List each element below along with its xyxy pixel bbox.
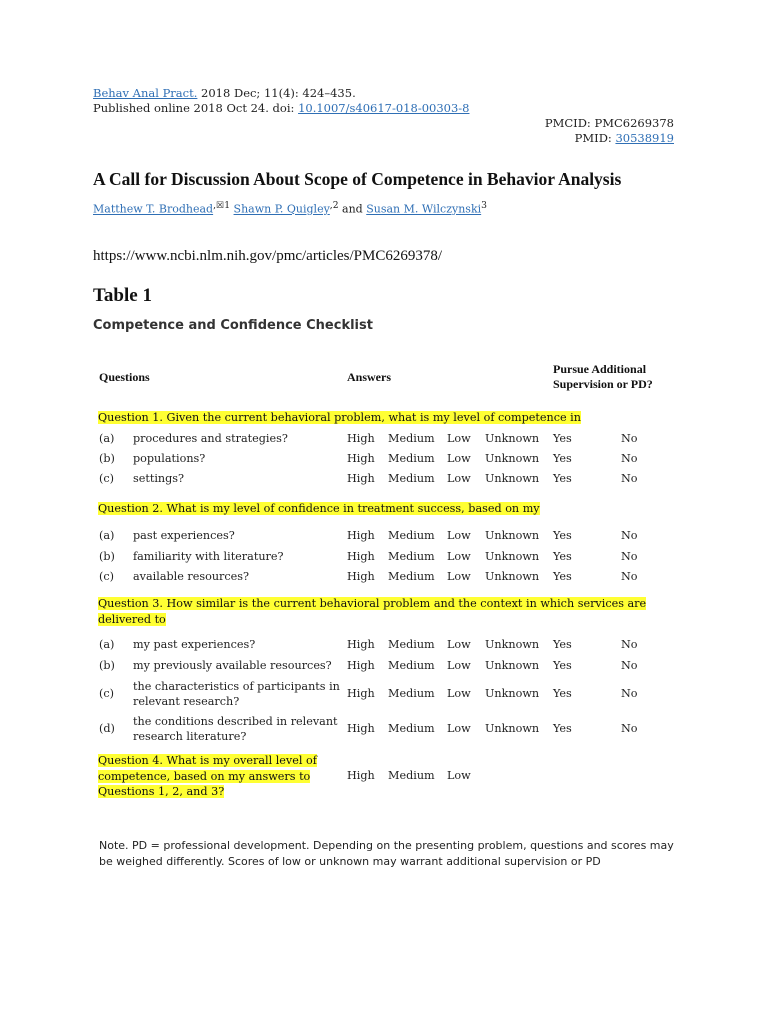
table-row xyxy=(0,550,768,566)
answer-no: No xyxy=(621,687,638,700)
table-row xyxy=(0,638,768,654)
answer-medium: Medium xyxy=(388,722,435,735)
row-question xyxy=(133,714,338,744)
answer-unknown: Unknown xyxy=(485,722,540,735)
article-ids xyxy=(545,116,674,146)
row-question-line1: the conditions described in relevant xyxy=(133,715,338,728)
table-row xyxy=(0,769,768,785)
row-question: my previously available resources? xyxy=(133,659,332,672)
answer-unknown: Unknown xyxy=(485,638,540,651)
answer-unknown: Unknown xyxy=(485,452,540,465)
answer-unknown: Unknown xyxy=(485,659,540,672)
author-wilczynski-link[interactable]: Susan M. Wilczynski xyxy=(366,202,482,216)
author-brodhead-link[interactable]: Matthew T. Brodhead xyxy=(93,202,214,216)
answer-low: Low xyxy=(447,769,471,782)
table-note-line1: Note. PD = professional development. Depending on the presenting problem, questions and scores may xyxy=(99,839,674,852)
author3-affil: 3 xyxy=(481,200,487,211)
answer-unknown: Unknown xyxy=(485,529,540,542)
answer-unknown: Unknown xyxy=(485,432,540,445)
answer-yes: Yes xyxy=(553,452,572,465)
answer-high: High xyxy=(347,472,375,485)
table-row xyxy=(0,452,768,468)
answer-no: No xyxy=(621,722,638,735)
answer-high: High xyxy=(347,550,375,563)
author2-affil: ,2 xyxy=(329,200,339,211)
row-letter: (b) xyxy=(99,452,115,465)
answer-yes: Yes xyxy=(553,687,572,700)
answer-no: No xyxy=(621,550,638,563)
answer-no: No xyxy=(621,659,638,672)
answer-low: Low xyxy=(447,722,471,735)
answer-unknown: Unknown xyxy=(485,687,540,700)
published-prefix: Published online 2018 Oct 24. doi: xyxy=(93,101,299,115)
answer-yes: Yes xyxy=(553,638,572,651)
row-question-line2: relevant research? xyxy=(133,695,240,708)
col-header-questions: Questions xyxy=(99,370,150,384)
row-question: past experiences? xyxy=(133,529,235,542)
answer-no: No xyxy=(621,638,638,651)
question-3 xyxy=(98,596,646,627)
answer-low: Low xyxy=(447,452,471,465)
answer-high: High xyxy=(347,570,375,583)
row-letter: (d) xyxy=(99,722,115,735)
citation-details: 2018 Dec; 11(4): 424–435. xyxy=(197,86,356,100)
pmcid: PMCID: PMC6269378 xyxy=(544,116,674,130)
row-letter: (a) xyxy=(99,638,115,651)
question-4-line2: competence, based on my answers to xyxy=(98,769,311,783)
answer-low: Low xyxy=(447,570,471,583)
table-note xyxy=(99,838,674,870)
table-row xyxy=(0,659,768,675)
question-2-text: Question 2. What is my level of confidence in treatment success, based on my xyxy=(98,502,540,515)
row-question: familiarity with literature? xyxy=(133,550,284,563)
row-question: my past experiences? xyxy=(133,638,256,651)
answer-no: No xyxy=(621,529,638,542)
author1-affil: ,☒1 xyxy=(213,200,231,211)
answer-low: Low xyxy=(447,432,471,445)
table-subtitle: Competence and Confidence Checklist xyxy=(93,318,373,333)
answer-medium: Medium xyxy=(388,550,435,563)
answer-medium: Medium xyxy=(388,570,435,583)
answer-yes: Yes xyxy=(553,472,572,485)
row-letter: (c) xyxy=(99,570,114,583)
row-question xyxy=(133,679,340,709)
doi-link[interactable]: 10.1007/s40617-018-00303-8 xyxy=(298,101,470,115)
author-list xyxy=(93,200,487,216)
article-title: A Call for Discussion About Scope of Competence in Behavior Analysis xyxy=(93,169,622,189)
answer-low: Low xyxy=(447,687,471,700)
answer-yes: Yes xyxy=(553,529,572,542)
answer-low: Low xyxy=(447,550,471,563)
col-header-pursue-line2: Supervision or PD? xyxy=(553,377,653,391)
table-row xyxy=(0,529,768,545)
row-letter: (c) xyxy=(99,472,114,485)
answer-yes: Yes xyxy=(553,570,572,583)
question-1-text: Question 1. Given the current behavioral problem, what is my level of competence in xyxy=(98,411,581,424)
row-question: procedures and strategies? xyxy=(133,432,288,445)
table-row xyxy=(0,679,768,711)
answer-medium: Medium xyxy=(388,769,435,782)
authors-and: and xyxy=(338,202,367,216)
answer-medium: Medium xyxy=(388,529,435,542)
table-row xyxy=(0,714,768,746)
citation xyxy=(93,86,469,116)
answer-low: Low xyxy=(447,472,471,485)
answer-unknown: Unknown xyxy=(485,472,540,485)
col-header-answers: Answers xyxy=(347,370,391,384)
row-letter: (c) xyxy=(99,687,114,700)
answer-low: Low xyxy=(447,659,471,672)
answer-medium: Medium xyxy=(388,472,435,485)
answer-medium: Medium xyxy=(388,638,435,651)
table-row xyxy=(0,570,768,586)
row-letter: (a) xyxy=(99,432,115,445)
answer-medium: Medium xyxy=(388,659,435,672)
answer-low: Low xyxy=(447,529,471,542)
answer-no: No xyxy=(621,472,638,485)
row-letter: (a) xyxy=(99,529,115,542)
answer-unknown: Unknown xyxy=(485,570,540,583)
answer-high: High xyxy=(347,659,375,672)
row-question-line2: research literature? xyxy=(133,730,247,743)
row-question-line1: the characteristics of participants in xyxy=(133,680,340,693)
question-4-line1: Question 4. What is my overall level of xyxy=(98,754,317,767)
pmid-label: PMID: xyxy=(574,131,616,145)
question-4-line3: Questions 1, 2, and 3? xyxy=(98,785,225,798)
question-3-line2: delivered to xyxy=(98,612,166,626)
author-quigley-link[interactable]: Shawn P. Quigley xyxy=(233,202,330,216)
answer-yes: Yes xyxy=(553,722,572,735)
answer-yes: Yes xyxy=(553,659,572,672)
answer-no: No xyxy=(621,432,638,445)
answer-medium: Medium xyxy=(388,687,435,700)
question-3-line1: Question 3. How similar is the current behavioral problem and the context in which services are xyxy=(98,597,647,610)
answer-no: No xyxy=(621,570,638,583)
row-letter: (b) xyxy=(99,550,115,563)
answer-medium: Medium xyxy=(388,432,435,445)
row-letter: (b) xyxy=(99,659,115,672)
pmid-link[interactable]: 30538919 xyxy=(615,131,674,145)
row-question: settings? xyxy=(133,472,185,485)
table-row xyxy=(0,472,768,488)
answer-high: High xyxy=(347,769,375,782)
article-url: https://www.ncbi.nlm.nih.gov/pmc/articles/PMC6269378/ xyxy=(93,248,443,264)
question-1 xyxy=(98,410,581,426)
table-note-line2: be weighed differently. Scores of low or unknown may warrant additional supervision or PD xyxy=(99,855,601,868)
col-header-pursue xyxy=(553,362,653,392)
answer-no: No xyxy=(621,452,638,465)
answer-unknown: Unknown xyxy=(485,550,540,563)
answer-yes: Yes xyxy=(553,550,572,563)
table-heading: Table 1 xyxy=(93,285,152,306)
table-row xyxy=(0,432,768,448)
answer-yes: Yes xyxy=(553,432,572,445)
answer-high: High xyxy=(347,529,375,542)
question-2 xyxy=(98,501,540,517)
answer-high: High xyxy=(347,638,375,651)
answer-high: High xyxy=(347,722,375,735)
answer-high: High xyxy=(347,432,375,445)
col-header-pursue-line1: Pursue Additional xyxy=(553,362,647,376)
row-question: available resources? xyxy=(133,570,250,583)
answer-low: Low xyxy=(447,638,471,651)
answer-high: High xyxy=(347,687,375,700)
answer-medium: Medium xyxy=(388,452,435,465)
row-question: populations? xyxy=(133,452,206,465)
answer-high: High xyxy=(347,452,375,465)
journal-link[interactable]: Behav Anal Pract. xyxy=(93,86,198,100)
